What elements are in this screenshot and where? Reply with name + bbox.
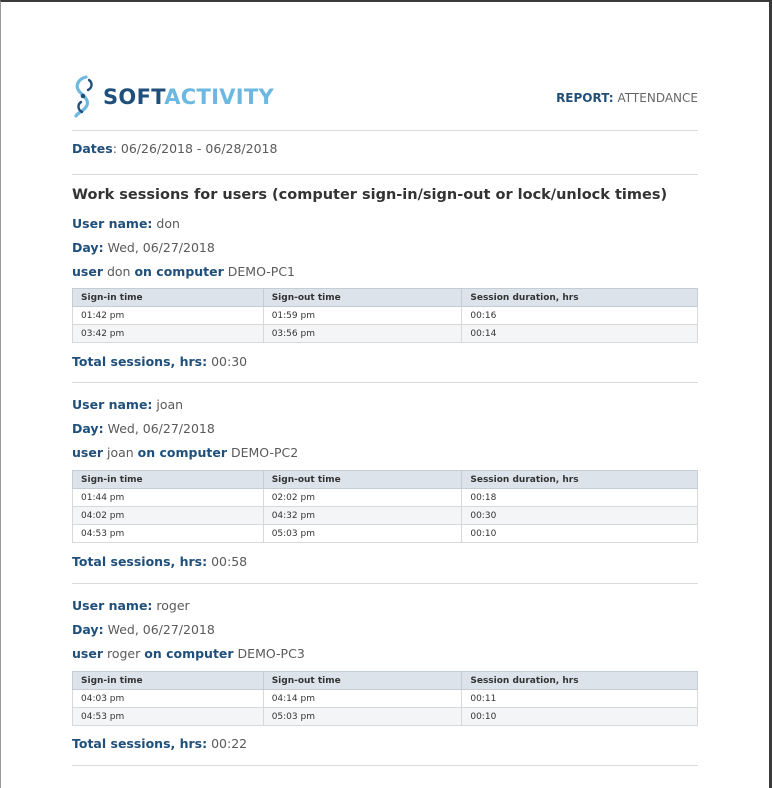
sign-in-cell: 04:53 pm [73, 708, 264, 726]
column-header-sign-out: Sign-out time [263, 289, 462, 307]
user-name-label: User name: [72, 598, 153, 613]
total-value: 00:30 [211, 354, 248, 369]
dates-label: Dates [72, 141, 113, 156]
user-value: roger [106, 646, 141, 661]
dates-value: : 06/26/2018 - 06/28/2018 [112, 141, 278, 156]
duration-cell: 00:10 [462, 525, 698, 543]
user-label: user [72, 646, 103, 661]
sessions-table [72, 288, 698, 343]
day-label: Day: [72, 622, 104, 637]
column-header-duration: Session duration, hrs [462, 289, 698, 307]
column-header-sign-in: Sign-in time [73, 289, 264, 307]
user-name-label: User name: [72, 216, 153, 231]
sign-in-cell: 01:42 pm [73, 307, 264, 325]
sign-in-cell: 04:03 pm [73, 690, 264, 708]
computer-value: DEMO-PC1 [227, 264, 296, 279]
table-header-row [73, 471, 698, 489]
day-value: Wed, 06/27/2018 [107, 240, 215, 255]
duration-cell: 00:16 [462, 307, 698, 325]
column-header-duration: Session duration, hrs [462, 672, 698, 690]
day-value: Wed, 06/27/2018 [107, 421, 215, 436]
user-value: don [106, 264, 131, 279]
user-label: user [72, 264, 103, 279]
divider [72, 583, 698, 584]
table-row [73, 507, 698, 525]
computer-value: DEMO-PC2 [230, 445, 299, 460]
day-line [72, 240, 215, 255]
user-name-value: joan [156, 397, 184, 412]
total-label: Total sessions, hrs: [72, 354, 208, 369]
column-header-duration: Session duration, hrs [462, 471, 698, 489]
sign-out-cell: 05:03 pm [263, 525, 462, 543]
logo-soft-text: SOFT [103, 85, 165, 109]
sign-out-cell: 05:03 pm [263, 708, 462, 726]
divider [72, 382, 698, 383]
user-value: joan [106, 445, 134, 460]
table-row [73, 525, 698, 543]
duration-cell: 00:18 [462, 489, 698, 507]
sessions-table [72, 671, 698, 726]
sign-in-cell: 04:53 pm [73, 525, 264, 543]
sign-out-cell: 04:14 pm [263, 690, 462, 708]
user-computer-line [72, 646, 305, 661]
sign-out-cell: 02:02 pm [263, 489, 462, 507]
on-computer-label: on computer [137, 445, 227, 460]
date-range [72, 141, 277, 156]
user-name-line [72, 598, 190, 613]
day-label: Day: [72, 421, 104, 436]
total-label: Total sessions, hrs: [72, 736, 208, 751]
on-computer-label: on computer [144, 646, 234, 661]
duration-cell: 00:11 [462, 690, 698, 708]
softactivity-logo-icon [72, 74, 98, 120]
duration-cell: 00:30 [462, 507, 698, 525]
sign-in-cell: 01:44 pm [73, 489, 264, 507]
table-header-row [73, 672, 698, 690]
user-name-line [72, 397, 183, 412]
section-title: Work sessions for users (computer sign-in/sign-out or lock/unlock times) [72, 187, 668, 203]
column-header-sign-out: Sign-out time [263, 471, 462, 489]
user-name-value: roger [156, 598, 190, 613]
report-header [72, 74, 698, 120]
column-header-sign-in: Sign-in time [73, 471, 264, 489]
column-header-sign-out: Sign-out time [263, 672, 462, 690]
logo-activity-text: ACTIVITY [164, 85, 275, 109]
softactivity-logo [72, 74, 275, 120]
computer-value: DEMO-PC3 [237, 646, 305, 661]
sign-out-cell: 04:32 pm [263, 507, 462, 525]
table-row [73, 489, 698, 507]
day-line [72, 421, 215, 436]
duration-cell: 00:14 [462, 325, 698, 343]
divider [72, 765, 698, 766]
column-header-sign-in: Sign-in time [73, 672, 264, 690]
user-name-line [72, 216, 180, 231]
report-type-value: ATTENDANCE [617, 91, 698, 105]
total-value: 00:22 [211, 736, 248, 751]
sign-out-cell: 03:56 pm [263, 325, 462, 343]
day-label: Day: [72, 240, 104, 255]
sign-in-cell: 04:02 pm [73, 507, 264, 525]
table-row [73, 708, 698, 726]
sign-out-cell: 01:59 pm [263, 307, 462, 325]
total-value: 00:58 [211, 554, 248, 569]
total-sessions-line [72, 554, 247, 569]
divider [72, 174, 698, 175]
user-computer-line [72, 445, 298, 460]
table-header-row [73, 289, 698, 307]
total-sessions-line [72, 354, 247, 369]
user-name-label: User name: [72, 397, 153, 412]
table-row [73, 307, 698, 325]
user-computer-line [72, 264, 295, 279]
total-sessions-line [72, 736, 247, 751]
sessions-table [72, 470, 698, 543]
duration-cell: 00:10 [462, 708, 698, 726]
report-type-label: REPORT: [556, 91, 614, 105]
day-value: Wed, 06/27/2018 [107, 622, 215, 637]
day-line [72, 622, 215, 637]
table-row [73, 325, 698, 343]
logo-wordmark [103, 84, 274, 110]
total-label: Total sessions, hrs: [72, 554, 208, 569]
user-label: user [72, 445, 103, 460]
on-computer-label: on computer [134, 264, 224, 279]
divider [72, 130, 698, 131]
sign-in-cell: 03:42 pm [73, 325, 264, 343]
report-type [556, 91, 698, 105]
user-name-value: don [156, 216, 180, 231]
table-row [73, 690, 698, 708]
